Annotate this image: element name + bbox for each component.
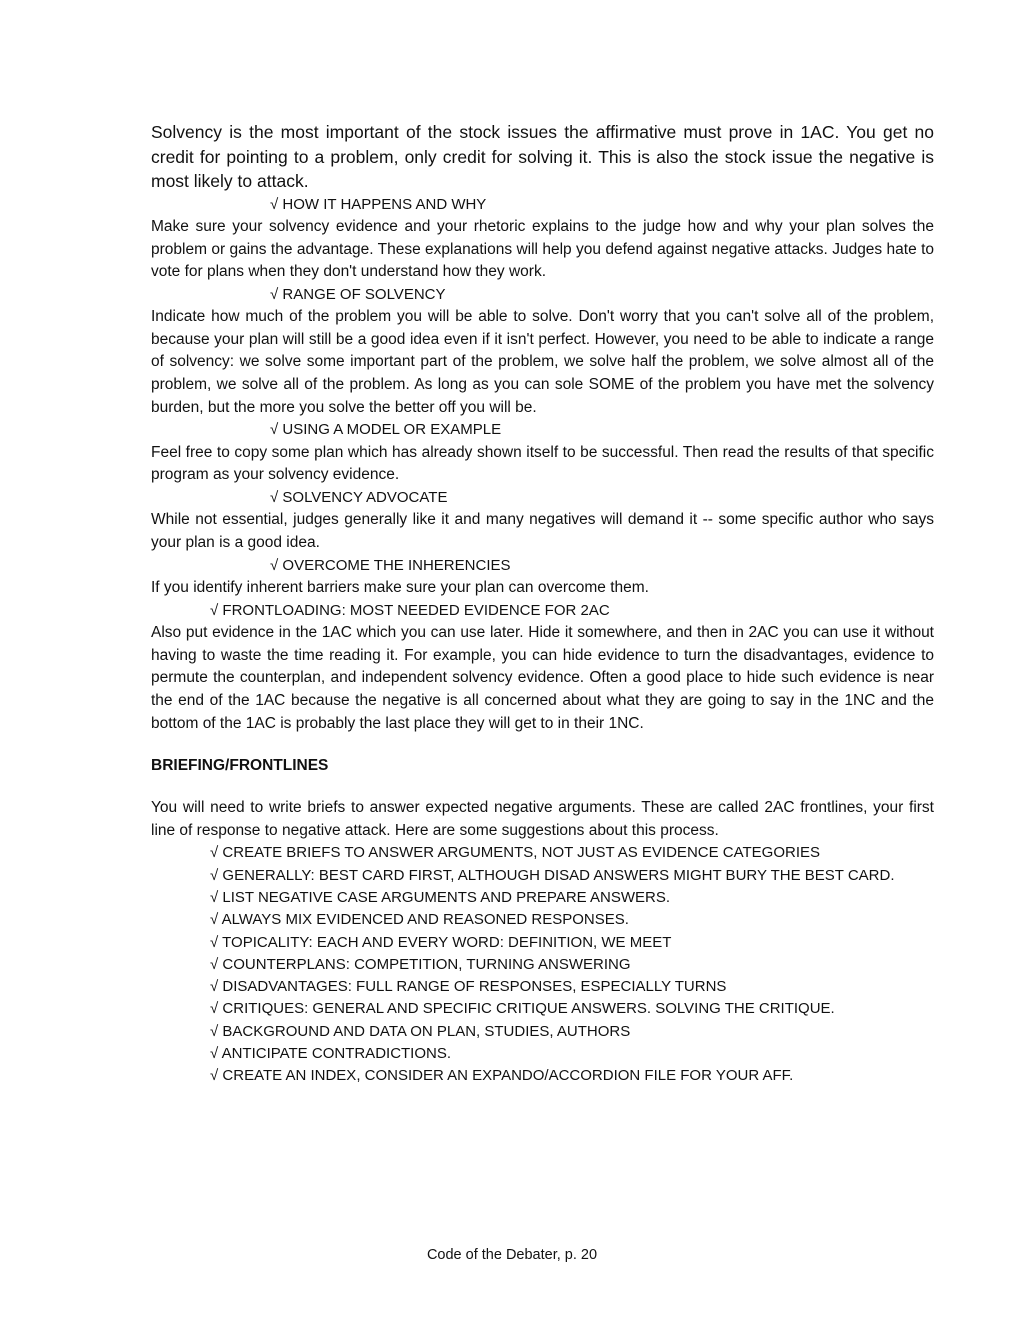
section-heading-overcome-inherencies: √ OVERCOME THE INHERENCIES [270, 556, 511, 574]
section-heading-model-or-example: √ USING A MODEL OR EXAMPLE [270, 421, 502, 439]
section-heading-solvency-advocate: √ SOLVENCY ADVOCATE [270, 488, 448, 506]
list-item: √ ANTICIPATE CONTRADICTIONS. [210, 1045, 452, 1063]
section-text-how-it-happens: Make sure your solvency evidence and your rhetoric explains to the judge how and why your plan solves the problem or gains the advantage. These explanations will help you defend against negative attacks. Judges hate to vote for plans when they don't understand how they work. [151, 218, 934, 281]
section-text-overcome-inherencies: If you identify inherent barriers make sure your plan can overcome them. [151, 579, 649, 597]
section-heading-how-it-happens: √ HOW IT HAPPENS AND WHY [270, 195, 487, 213]
section-text-model-or-example: Feel free to copy some plan which has already shown itself to be successful. Then read the results of that specific program as your solvency evidence. [151, 443, 934, 484]
list-item: √ CREATE BRIEFS TO ANSWER ARGUMENTS, NOT JUST AS EVIDENCE CATEGORIES [210, 844, 821, 862]
spacer [151, 775, 934, 797]
briefing-paragraph: You will need to write briefs to answer expected negative arguments. These are called 2AC frontlines, your first line of response to negative attack. Here are some suggestions about this process. [151, 799, 934, 839]
briefing-heading: BRIEFING/FRONTLINES [151, 757, 329, 775]
page-footer: Code of the Debater, p. 20 [426, 1247, 598, 1263]
spacer [151, 735, 934, 757]
list-item: √ ALWAYS MIX EVIDENCED AND REASONED RESPONSES. [210, 911, 629, 929]
section-text-frontloading: Also put evidence in the 1AC which you can use later. Hide it somewhere, and then in 2AC you can use it without having to waste the time reading it. For example, you can hide evidence to turn the disadvantages, evidence to permute the counterplan, and independent solvency evidence. Often a good place to hide such evidence is near the end of the 1AC because the negative is all concerned about what they are going to say in the 1NC and the bottom of the 1AC is probably the last place they will get to in their 1NC. [151, 624, 934, 732]
section-text-solvency-advocate: While not essential, judges generally like it and many negatives will demand it -- some specific author who says your plan is a good idea. [151, 511, 934, 552]
list-item: √ LIST NEGATIVE CASE ARGUMENTS AND PREPARE ANSWERS. [210, 888, 671, 906]
list-item: √ DISADVANTAGES: FULL RANGE OF RESPONSES, ESPECIALLY TURNS [210, 978, 727, 996]
list-item: √ GENERALLY: BEST CARD FIRST, ALTHOUGH DISAD ANSWERS MIGHT BURY THE BEST CARD. [210, 866, 895, 884]
list-item: √ COUNTERPLANS: COMPETITION, TURNING ANSWERING [210, 955, 631, 973]
page-content [151, 120, 934, 1088]
list-item: √ TOPICALITY: EACH AND EVERY WORD: DEFINITION, WE MEET [210, 933, 672, 951]
section-heading-frontloading: √ FRONTLOADING: MOST NEEDED EVIDENCE FOR 2AC [210, 601, 610, 619]
section-text-range-of-solvency: Indicate how much of the problem you will be able to solve. Don't worry that you can't solve all of the problem, because your plan will still be a good idea even if it isn't perfect. However, you need to be able to indicate a range of solvency: we solve some important part of the problem, we solve half the problem, we solve almost all of the problem, we solve all of the problem. As long as you can sole SOME of the problem you have met the solvency burden, but the more you solve the better off you will be. [151, 308, 934, 416]
list-item: √ BACKGROUND AND DATA ON PLAN, STUDIES, AUTHORS [210, 1022, 631, 1040]
list-item: √ CRITIQUES: GENERAL AND SPECIFIC CRITIQUE ANSWERS. SOLVING THE CRITIQUE. [210, 1000, 835, 1018]
intro-paragraph: Solvency is the most important of the stock issues the affirmative must prove in 1AC. You get no credit for pointing to a problem, only credit for solving it. This is also the stock issue the negative is most likely to attack. [151, 122, 934, 191]
section-heading-range-of-solvency: √ RANGE OF SOLVENCY [270, 285, 446, 303]
briefing-suggestions-list [151, 842, 934, 1087]
list-item: √ CREATE AN INDEX, CONSIDER AN EXPANDO/ACCORDION FILE FOR YOUR AFF. [210, 1067, 794, 1085]
